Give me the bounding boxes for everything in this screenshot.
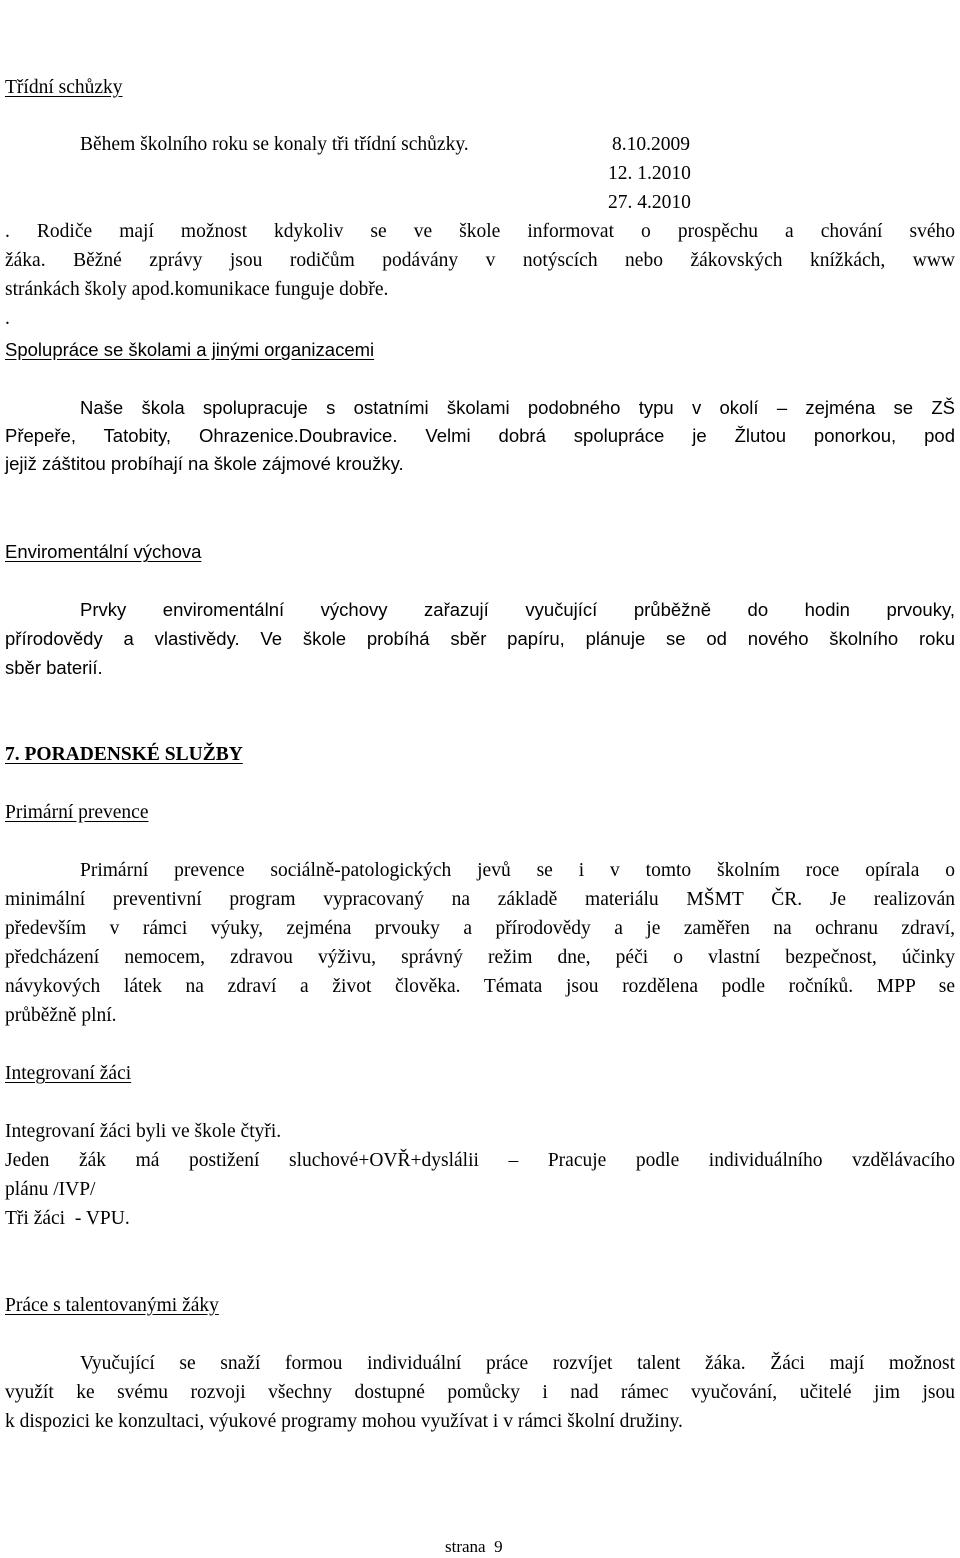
- date-item: 8.10.2009: [612, 134, 690, 155]
- paragraph-line: Prvky enviromentální výchovy zařazují vyučující průběžně do hodin prvouky,: [80, 599, 955, 620]
- date-item: 27. 4.2010: [608, 192, 691, 213]
- heading-enviromentalni-vychova: Enviromentální výchova: [5, 541, 202, 562]
- paragraph-line: sběr baterií.: [5, 657, 103, 678]
- paragraph-line: minimální preventivní program vypracovaný na základě materiálu MŠMT ČR. Je realizován: [5, 889, 955, 910]
- heading-tridni-schuzky: Třídní schůzky: [5, 77, 123, 98]
- paragraph-line: Integrovaní žáci byli ve škole čtyři.: [5, 1121, 282, 1142]
- paragraph-line: Jeden žák má postižení sluchové+OVŘ+dyslálii – Pracuje podle individuálního vzdělávacího: [5, 1150, 955, 1171]
- page-number: strana 9: [445, 1537, 503, 1556]
- paragraph-line: žáka. Běžné zprávy jsou rodičům podávány v notýscích nebo žákovských knížkách, www: [5, 250, 955, 271]
- paragraph-line: Primární prevence sociálně-patologických jevů se i v tomto školním roce opírala o: [80, 860, 955, 881]
- heading-integrovani-zaci: Integrovaní žáci: [5, 1063, 132, 1084]
- heading-poradenske-sluzby: 7. PORADENSKÉ SLUŽBY: [5, 744, 243, 765]
- paragraph-line: Vyučující se snaží formou individuální práce rozvíjet talent žáka. Žáci mají možnost: [80, 1353, 955, 1374]
- paragraph-line: využít ke svému rozvoji všechny dostupné pomůcky i nad rámec vyučování, učitelé jim jsou: [5, 1382, 955, 1403]
- paragraph-line: k dispozici ke konzultaci, výukové programy mohou využívat i v rámci školní družiny.: [5, 1411, 683, 1432]
- paragraph-line: plánu /IVP/: [5, 1179, 96, 1200]
- paragraph-line: především v rámci výuky, zejména prvouky a přírodovědy a je zaměřen na ochranu zdraví,: [5, 918, 955, 939]
- paragraph-line: jejiž záštitou probíhají na škole zájmové kroužky.: [5, 453, 404, 474]
- heading-prace-s-talentovanymi: Práce s talentovanými žáky: [5, 1295, 219, 1316]
- heading-spoluprace: Spolupráce se školami a jinými organizacemi: [5, 339, 375, 360]
- paragraph-line: . Rodiče mají možnost kdykoliv se ve škole informovat o prospěchu a chování svého: [5, 221, 955, 242]
- heading-primarni-prevence: Primární prevence: [5, 802, 149, 823]
- paragraph-line: .: [5, 308, 10, 329]
- paragraph-line: Během školního roku se konaly tři třídní schůzky.: [80, 134, 469, 155]
- paragraph-line: Naše škola spolupracuje s ostatními školami podobného typu v okolí – zejména se ZŠ: [80, 397, 955, 418]
- paragraph-line: stránkách školy apod.komunikace funguje dobře.: [5, 279, 389, 300]
- paragraph-line: přírodovědy a vlastivědy. Ve škole probíhá sběr papíru, plánuje se od nového školního roku: [5, 628, 955, 649]
- paragraph-line: návykových látek na zdraví a život člověka. Témata jsou rozdělena podle ročníků. MPP se: [5, 976, 955, 997]
- date-item: 12. 1.2010: [608, 163, 691, 184]
- paragraph-line: předcházení nemocem, zdravou výživu, správný režim dne, péči o vlastní bezpečnost, účinky: [5, 947, 955, 968]
- paragraph-line: Přepeře, Tatobity, Ohrazenice.Doubravice. Velmi dobrá spolupráce je Žlutou ponorkou, pod: [5, 425, 955, 446]
- paragraph-line: průběžně plní.: [5, 1005, 117, 1026]
- paragraph-line: Tři žáci - VPU.: [5, 1208, 130, 1229]
